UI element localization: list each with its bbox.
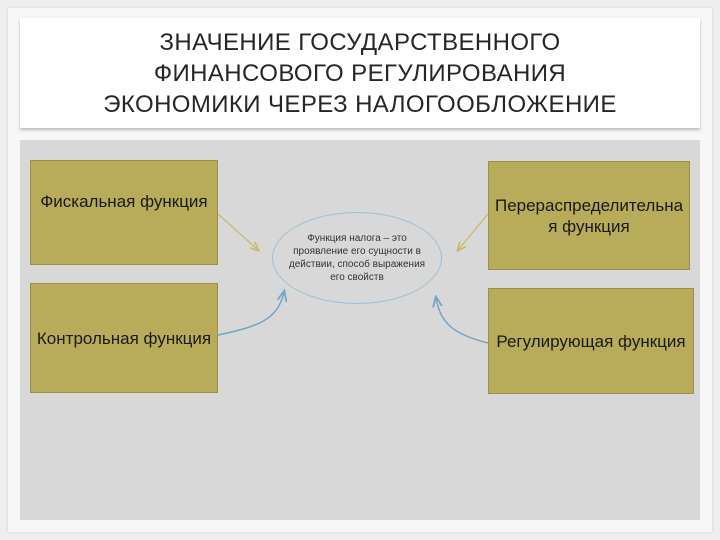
redistributive-function-label: Перераспределительная функция [494, 195, 684, 236]
title-box [20, 18, 700, 128]
fiscal-function-label: Фискальная функция [40, 192, 208, 211]
control-function-box [30, 283, 218, 393]
tax-function-definition-ellipse [272, 212, 442, 304]
title-line-2: ФИНАНСОВОГО РЕГУЛИРОВАНИЯ [153, 59, 567, 87]
redistributive-function-box [488, 161, 690, 270]
tax-function-definition-text: Функция налога – это проявление его сущности в действии, способ выражения его свойств [288, 233, 426, 283]
regulating-function-box [488, 288, 694, 394]
slide-title [103, 27, 617, 120]
fiscal-function-box [30, 160, 218, 265]
regulating-function-label: Регулирующая функция [496, 331, 686, 351]
control-function-label: Контрольная функция [36, 328, 212, 348]
title-line-1: ЗНАЧЕНИЕ ГОСУДАРСТВЕННОГО [159, 28, 561, 56]
title-line-3: ЭКОНОМИКИ ЧЕРЕЗ НАЛОГООБЛОЖЕНИЕ [103, 90, 617, 118]
